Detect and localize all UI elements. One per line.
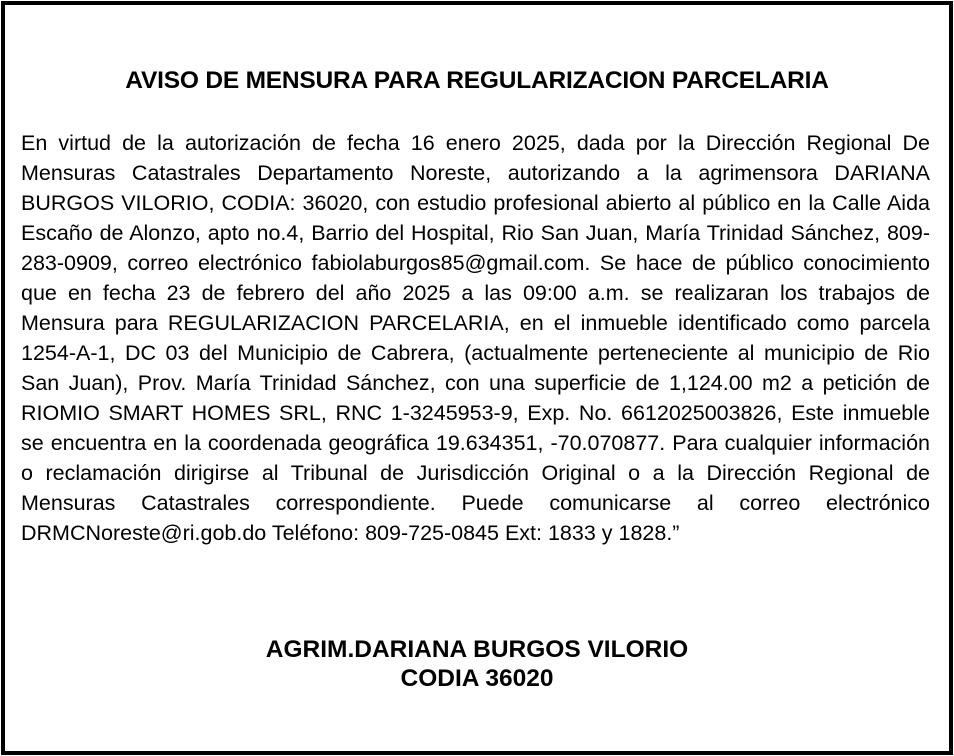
notice-title: AVISO DE MENSURA PARA REGULARIZACION PARCELARIA: [125, 67, 829, 94]
notice-frame: [1, 1, 953, 755]
signature-block: [5, 635, 949, 693]
signature-name: AGRIM.DARIANA BURGOS VILORIO: [265, 636, 689, 663]
signature-codia: CODIA 36020: [400, 665, 554, 692]
notice-body: En virtud de la autorización de fecha 16 enero 2025, dada por la Dirección Regional De Mensuras Catastrales Departamento Noreste, autorizando a la agrimensora DARIANA BURGOS VILORIO, CODIA: 36020, con estudio profesional abierto al público en la Calle Aida Escaño de Alonzo, apto no.4, Barrio del Hospital, Rio San Juan, María Trinidad Sánchez, 809-283-0909, correo electrónico fabiolaburgos85@gmail.com. Se hace de público conocimiento que en fecha 23 de febrero del año 2025 a las 09:00 a.m. se realizaran los trabajos de Mensura para REGULARIZACION PARCELARIA, en el inmueble identificado como parcela 1254-A-1, DC 03 del Municipio de Cabrera, (actualmente perteneciente al municipio de Rio San Juan), Prov. María Trinidad Sánchez, con una superficie de 1,124.00 m2 a petición de RIOMIO SMART HOMES SRL, RNC 1-3245953-9, Exp. No. 6612025003826, Este inmueble se encuentra en la coordenada geográfica 19.634351, -70.070877. Para cualquier información o reclamación dirigirse al Tribunal de Jurisdicción Original o a la Dirección Regional de Mensuras Catastrales correspondiente. Puede comunicarse al correo electrónico DRMCNoreste@ri.gob.do Teléfono: 809-725-0845 Ext: 1833 y 1828.”: [21, 131, 930, 545]
